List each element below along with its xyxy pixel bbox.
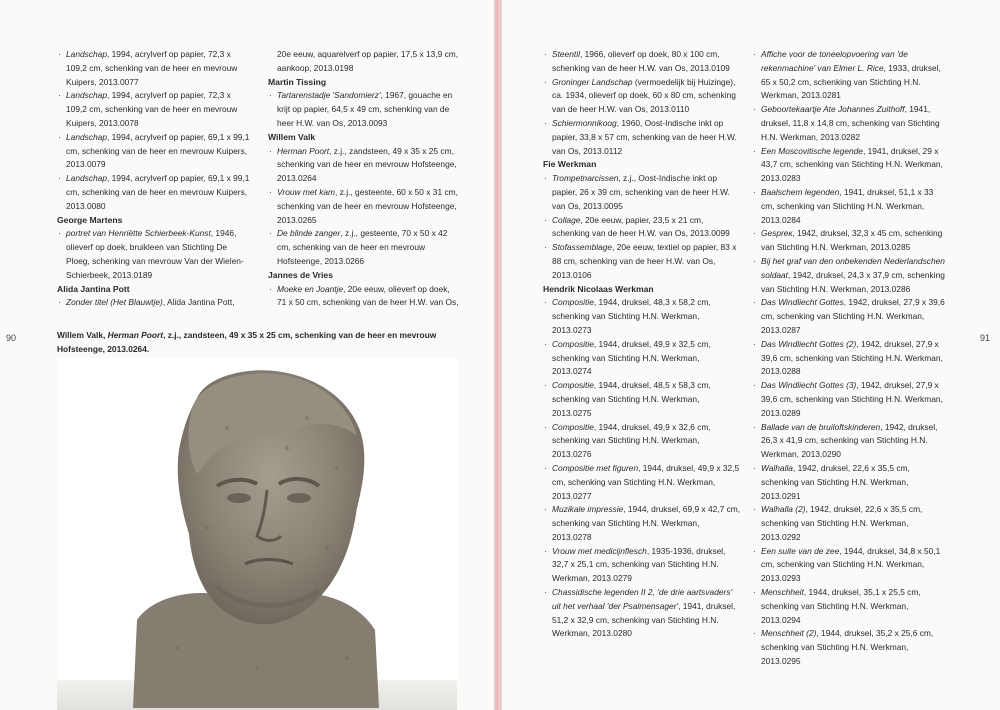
artwork-details: , 1944, druksel, 69,9 x 42,7 cm, schenking van Stichting H.N. Werkman, 2013.0278 bbox=[552, 504, 741, 542]
artwork-details: , 1941, druksel, 29 x 43,7 cm, schenking van Stichting H.N. Werkman, 2013.0283 bbox=[761, 145, 943, 184]
sandstone-bust-image bbox=[57, 358, 457, 710]
catalog-entry bbox=[752, 627, 948, 668]
artwork-details: , 1942, druksel, 22,6 x 35,5 cm, schenking van Stichting H.N. Werkman, 2013.0292 bbox=[761, 504, 923, 542]
artwork-details: , 1933, druksel, 65 x 50,2 cm, schenking van Stichting H.N. Werkman, 2013.0281 bbox=[761, 62, 941, 101]
catalog-entry bbox=[268, 89, 460, 130]
artwork-details: , 1944, druksel, 49,9 x 32,5 cm, schenking van Stichting H.N. Werkman, 2013.0274 bbox=[552, 338, 711, 377]
artwork-details: , 1960, Oost-Indische inkt op papier, 33,8 x 57 cm, schenking van de heer H.W. van Os, 2013.0112 bbox=[552, 117, 737, 156]
catalog-entry bbox=[752, 338, 948, 379]
catalog-entry bbox=[57, 296, 253, 310]
artwork-title: Walhalla (2) bbox=[761, 504, 806, 515]
right-page-column-1 bbox=[543, 48, 741, 641]
artwork-details: , Alida Jantina Pott, bbox=[162, 297, 235, 308]
artwork-title: Das Windliecht Gottes bbox=[761, 297, 844, 308]
catalog-entry bbox=[752, 227, 948, 255]
artwork-details: , 20e eeuw, papier, 23,5 x 21 cm, schenking van de heer H.W. van Os, 2013.0099 bbox=[552, 214, 730, 239]
artwork-title: Muzikale impressie bbox=[552, 504, 624, 515]
catalog-entry bbox=[543, 76, 741, 117]
artwork-title: Landschap bbox=[66, 173, 107, 184]
right-page-column-2 bbox=[752, 48, 948, 669]
artwork-details: , 20e eeuw, textiel op papier, 83 x 88 cm, schenking van de heer H.W. van Os, 2013.0106 bbox=[552, 242, 737, 280]
artwork-title: Das Windliecht Gottes (2) bbox=[761, 338, 857, 349]
artwork-details: , 1994, acrylverf op papier, 72,3 x 109,2 cm, schenking van de heer en mevrouw Kuipers, 2013.0077 bbox=[66, 49, 238, 87]
artwork-title: Gespreк bbox=[761, 228, 793, 239]
catalog-entry bbox=[57, 227, 253, 282]
artwork-details: , 1944, druksel, 35,2 x 25,6 cm, schenking van Stichting H.N. Werkman, 2013.0295 bbox=[761, 628, 934, 667]
left-page-column-1 bbox=[57, 48, 253, 310]
artwork-details: , z.j., gesteente, 70 x 50 x 42 cm, schenking van de heer en mevrouw Hofsteenge, 2013.0266 bbox=[277, 228, 448, 266]
book-gutter bbox=[494, 0, 502, 710]
catalog-entry bbox=[543, 214, 741, 242]
artwork-details: , 1946, olieverf op doek, bruikleen van Stichting De Ploeg, schenking van mevrouw Van der Wielen-Schierbeek, 2013.0189 bbox=[66, 228, 244, 280]
catalog-entry bbox=[752, 103, 948, 144]
artwork-details: , 1994, acrylverf op papier, 72,3 x 109,2 cm, schenking van de heer en mevrouw Kuipers, 2013.0078 bbox=[66, 90, 238, 128]
artwork-title: Landschap bbox=[66, 131, 107, 142]
artwork-details: , 1944, druksel, 48,5 x 58,3 cm, schenking van Stichting H.N. Werkman, 2013.0275 bbox=[552, 380, 711, 418]
artwork-details: , 1944, druksel, 49,9 x 32,6 cm, schenking van Stichting H.N. Werkman, 2013.0276 bbox=[552, 421, 711, 460]
page-number-right: 91 bbox=[980, 333, 991, 343]
artwork-details: , z.j., Oost-Indische inkt op papier, 26 x 39 cm, schenking van de heer H.W. van Os, 2013.0095 bbox=[552, 173, 730, 211]
catalog-entry bbox=[57, 172, 253, 213]
artwork-details: , 1966, olieverf op doek, 80 x 100 cm, schenking van de heer H.W. van Os, 2013.0109 bbox=[552, 49, 730, 73]
catalog-entry bbox=[268, 145, 460, 186]
artwork-title: Baalschem legenden bbox=[761, 186, 840, 197]
catalog-entry bbox=[543, 172, 741, 213]
artwork-details: , 1942, druksel, 27,9 x 39,6 cm, schenking van Stichting H.N. Werkman, 2013.0288 bbox=[761, 338, 943, 377]
artist-heading: Jannes de Vries bbox=[268, 269, 333, 280]
artwork-title: Compositie bbox=[552, 380, 594, 391]
catalog-entry bbox=[752, 145, 948, 186]
catalog-entry bbox=[543, 379, 741, 420]
catalog-entry bbox=[268, 48, 460, 76]
artwork-title: Compositie bbox=[552, 338, 594, 349]
artwork-details: , 1994, acrylverf op papier, 69,1 x 99,1 cm, schenking van de heer en mevrouw Kuipers, 2013.0080 bbox=[66, 173, 250, 211]
artwork-details: , 1942, druksel, 32,3 x 45 cm, schenking van Stichting H.N. Werkman, 2013.0285 bbox=[761, 228, 943, 253]
artwork-title: Vrouw met medicijnflesch bbox=[552, 545, 647, 556]
artwork-details: , 1941, druksel, 11,8 x 14,8 cm, schenking van Stichting H.N. Werkman, 2013.0282 bbox=[761, 104, 940, 142]
catalog-entry bbox=[752, 296, 948, 337]
catalog-entry bbox=[543, 117, 741, 158]
catalog-entry bbox=[543, 241, 741, 282]
artwork-details: , 1941, druksel, 51,1 x 33 cm, schenking van Stichting H.N. Werkman, 2013.0284 bbox=[761, 186, 934, 225]
artwork-title: Zonder titel (Het Blauwtje) bbox=[66, 297, 163, 308]
artwork-details: , 1941, druksel, 51,2 x 32,9 cm, schenking van Stichting H.N. Werkman, 2013.0280 bbox=[552, 600, 736, 639]
artwork-details: 20e eeuw, aquarelverf op papier, 17,5 x 13,9 cm, aankoop, 2013.0198 bbox=[277, 49, 459, 73]
artwork-details: , 1942, druksel, 27,9 x 39,6 cm, schenking van Stichting H.N. Werkman, 2013.0287 bbox=[761, 297, 945, 335]
catalog-entry bbox=[543, 503, 741, 544]
catalog-entry bbox=[57, 89, 253, 130]
artwork-details: , 20e eeuw, olieverf op doek, 71 x 50 cm, schenking van de heer H.W. van Os, bbox=[277, 283, 459, 308]
artwork-title: Collage bbox=[552, 214, 581, 225]
artwork-title: Landschap bbox=[66, 49, 107, 59]
artwork-title: De blinde zanger bbox=[277, 228, 341, 239]
artwork-title: Stofassemblage bbox=[552, 242, 613, 253]
catalog-entry bbox=[543, 586, 741, 641]
artwork-details: , 1944, druksel, 49,9 x 32,5 cm, schenking van Stichting H.N. Werkman, 2013.0277 bbox=[552, 462, 740, 501]
artwork-details: , 1944, druksel, 35,1 x 25,5 cm, schenking van Stichting H.N. Werkman, 2013.0294 bbox=[761, 587, 921, 625]
artwork-title: Vrouw met kam bbox=[277, 186, 336, 197]
artwork-details: , 1942, druksel, 22,6 x 35,5 cm, schenking van Stichting H.N. Werkman, 2013.0291 bbox=[761, 462, 910, 501]
artwork-title: Bij het graf van den onbekenden Nederlandschen soldaat bbox=[761, 255, 945, 280]
artwork-title: Steentil bbox=[552, 49, 580, 59]
artwork-details: , z.j., gesteente, 60 x 50 x 31 cm, schenking van de heer en mevrouw Hofsteenge, 2013.0265 bbox=[277, 186, 458, 225]
artwork-title: Ballade van de bruiloftskinderen bbox=[761, 421, 881, 432]
artwork-title: Walhalla bbox=[761, 462, 793, 473]
catalog-entry bbox=[543, 545, 741, 586]
artist-heading: Fie Werkman bbox=[543, 159, 597, 170]
artwork-details: , 1942, druksel, 26,3 x 41,9 cm, schenking van Stichting H.N. Werkman, 2013.0290 bbox=[761, 421, 938, 460]
catalog-entry bbox=[57, 48, 253, 89]
left-page-column-2 bbox=[268, 48, 460, 310]
caption-artist: Willem Valk, bbox=[57, 330, 108, 340]
artwork-title: Herman Poort bbox=[277, 145, 330, 156]
caption-details: , z.j., zandsteen, 49 x 35 x 25 cm, schenking van de heer en mevrouw Hofsteenge, 2013.0264. bbox=[57, 330, 437, 354]
artwork-details: , 1935-1936, druksel, 32,7 x 25,1 cm, schenking van Stichting H.N. Werkman, 2013.0279 bbox=[552, 545, 726, 584]
catalog-entry bbox=[752, 421, 948, 462]
page-number-left: 90 bbox=[6, 333, 17, 343]
artwork-details: , 1944, druksel, 48,3 x 58,2 cm, schenking van Stichting H.N. Werkman, 2013.0273 bbox=[552, 297, 711, 335]
artwork-title: Compositie bbox=[552, 297, 594, 308]
artwork-details: (vermoedelijk bij Huizinge), ca. 1934, olieverf op doek, 60 x 80 cm, schenking van de heer H.W. van Os, 2013.0110 bbox=[552, 76, 736, 115]
catalog-entry bbox=[543, 48, 741, 76]
catalog-entry bbox=[752, 379, 948, 420]
catalog-entry bbox=[752, 186, 948, 227]
artwork-title: Een suite van de zee bbox=[761, 545, 840, 556]
artist-heading: Willem Valk bbox=[268, 131, 316, 142]
catalog-entry bbox=[752, 586, 948, 627]
artist-heading: Martin Tissing bbox=[268, 76, 327, 87]
catalog-entry bbox=[752, 503, 948, 544]
artist-heading: George Martens bbox=[57, 214, 123, 225]
artwork-title: Chassidische legenden II 2, 'de drie aartsvaders' uit het verhaal 'der Psalmensager' bbox=[552, 587, 733, 611]
artwork-title: Compositie met figuren bbox=[552, 462, 639, 473]
artwork-details: , 1944, druksel, 34,8 x 50,1 cm, schenking van Stichting H.N. Werkman, 2013.0293 bbox=[761, 545, 941, 584]
artwork-title: Moeke en Joantje bbox=[277, 283, 344, 294]
catalog-entry bbox=[543, 296, 741, 337]
catalog-entry bbox=[543, 462, 741, 503]
catalog-entry bbox=[268, 186, 460, 227]
artwork-title: Trompetnarcissen bbox=[552, 173, 619, 184]
artwork-title: Menschheit bbox=[761, 587, 804, 598]
artist-heading: Alida Jantina Pott bbox=[57, 283, 130, 294]
artwork-details: , z.j., zandsteen, 49 x 35 x 25 cm, schenking van de heer en mevrouw Hofsteenge, 2013.0264 bbox=[277, 145, 457, 184]
catalog-entry bbox=[268, 227, 460, 268]
artwork-title: Landschap bbox=[66, 90, 107, 101]
catalog-entry bbox=[57, 131, 253, 172]
catalog-entry bbox=[752, 48, 948, 103]
artwork-details: , 1942, druksel, 24,3 x 37,9 cm, schenking van Stichting H.N. Werkman, 2013.0286 bbox=[761, 269, 945, 294]
catalog-entry bbox=[268, 283, 460, 311]
catalog-entry bbox=[752, 545, 948, 586]
catalog-entry bbox=[752, 462, 948, 503]
artwork-title: Geboortekaartje Ate Johannes Zuithoff bbox=[761, 104, 905, 115]
artwork-title: Tartarenstadje 'Sandomierz' bbox=[277, 90, 381, 101]
artwork-details: , 1994, acrylverf op papier, 69,1 x 99,1 cm, schenking van de heer en mevrouw Kuipers, 2013.0079 bbox=[66, 131, 250, 170]
artist-heading: Hendrik Nicolaas Werkman bbox=[543, 283, 654, 294]
catalog-entry bbox=[752, 255, 948, 296]
artwork-title: portret van Henriëtte Schierbeek-Kunst bbox=[66, 228, 211, 239]
artwork-title: Menschheit (2) bbox=[761, 628, 817, 639]
artwork-details: , 1967, gouache en krijt op papier, 64,5 x 49 cm, schenking van de heer H.W. van Os, 2013.0093 bbox=[277, 90, 453, 128]
sculpture-photo bbox=[57, 358, 457, 710]
artwork-title: Compositie bbox=[552, 421, 594, 432]
artwork-title: Schiermonnikoog bbox=[552, 117, 617, 128]
caption-title: Herman Poort bbox=[107, 330, 164, 340]
photo-caption bbox=[57, 328, 457, 356]
artwork-title: Groninger Landschap bbox=[552, 76, 633, 87]
catalog-entry bbox=[543, 338, 741, 379]
artwork-details: , 1942, druksel, 27,9 x 39,6 cm, schenking van Stichting H.N. Werkman, 2013.0289 bbox=[761, 380, 943, 418]
artwork-title: Affiche voor de toneelopvoering van 'de rekenmachine' van Elmer L. Rice bbox=[761, 49, 908, 73]
catalog-entry bbox=[543, 421, 741, 462]
artwork-title: Een Moscovitische legende bbox=[761, 145, 863, 156]
artwork-title: Das Windliecht Gottes (3) bbox=[761, 380, 857, 391]
